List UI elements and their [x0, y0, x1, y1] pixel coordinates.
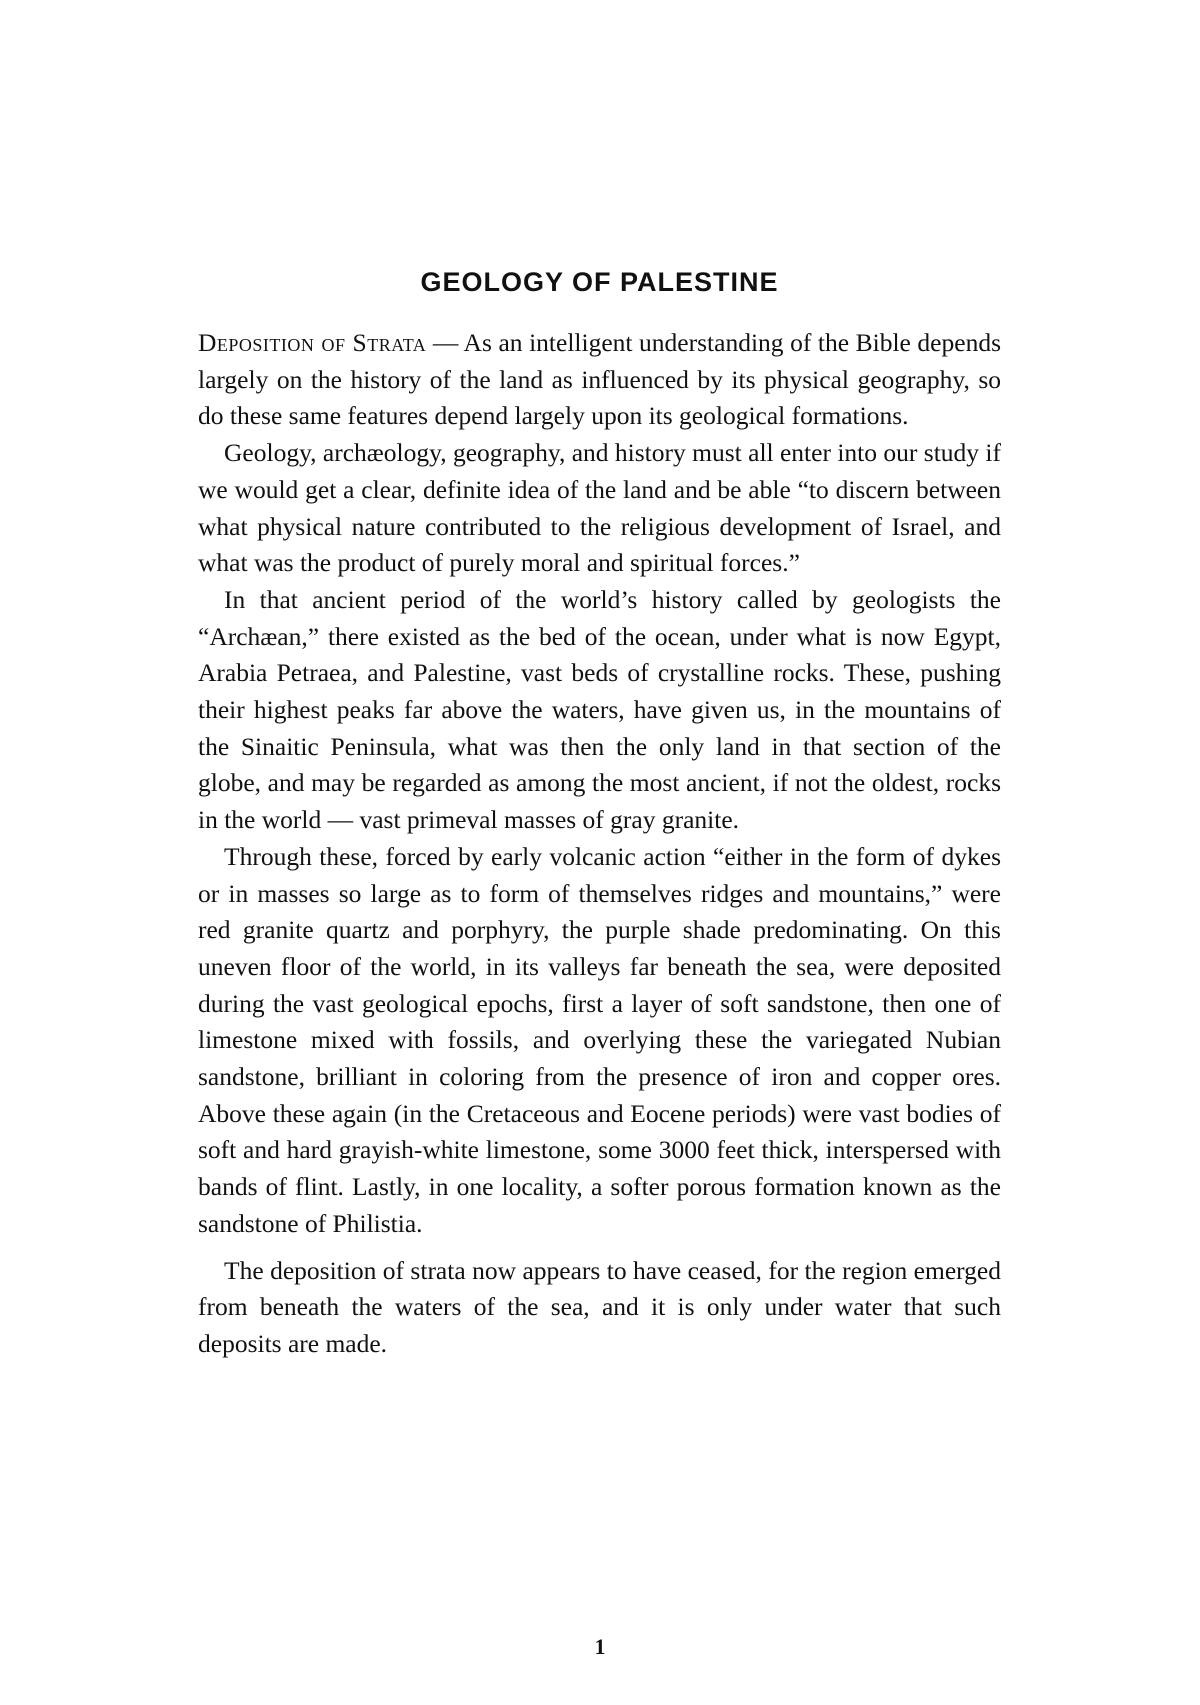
paragraph-5: The deposition of strata now appears to have ceased, for the region emerged from beneath the waters of the sea, and it is only under water that such deposits are made. [198, 1255, 1001, 1358]
paragraph-3: In that ancient period of the world’s history called by geologists the “Archæan,” there existed as the bed of the ocean, under what is now Egypt, Arabia Petraea, and Palestine, vast beds of crystalline rocks. These, pushing their highest peaks far above the waters, have given us, in the mountains of the Sinaitic Peninsula, what was then the only land in that section of the globe, and may be regarded as among the most ancient, if not the oldest, rocks in the world — vast primeval masses of gray granite. [198, 584, 1001, 835]
section-heading: Deposition of Strata [198, 328, 427, 357]
page-body [198, 265, 1001, 1363]
paragraph-2: Geology, archæology, geography, and history must all enter into our study if we would get a clear, definite idea of the land and be able “to discern between what physical nature contributed to the religious development of Israel, and what was the product of purely moral and spiritual forces.” [198, 438, 1001, 578]
heading-dash: — [426, 328, 464, 357]
paragraph-1-text: As an intelligent understanding of the Bible depends largely on the history of the land as influenced by its physical geography, so do these same features depend largely upon its geological formations. [198, 328, 1001, 431]
page-title: GEOLOGY OF PALESTINE [420, 267, 779, 297]
paragraph-1 [198, 325, 1001, 435]
page-number: 1 [594, 1634, 606, 1659]
paragraph-4: Through these, forced by early volcanic action “either in the form of dykes or in masses so large as to form of themselves ridges and mountains,” were red granite quartz and porphyry, the purple shade predominating. On this uneven floor of the world, in its valleys far beneath the sea, were deposited during the vast geological epochs, first a layer of soft sandstone, then one of limestone mixed with fossils, and overlying these the variegated Nubian sandstone, brilliant in coloring from the presence of iron and copper ores. Above these again (in the Cretaceous and Eocene periods) were vast bodies of soft and hard grayish-white limestone, some 3000 feet thick, interspersed with bands of flint. Lastly, in one locality, a softer porous formation known as the sandstone of Philistia. [198, 841, 1001, 1238]
